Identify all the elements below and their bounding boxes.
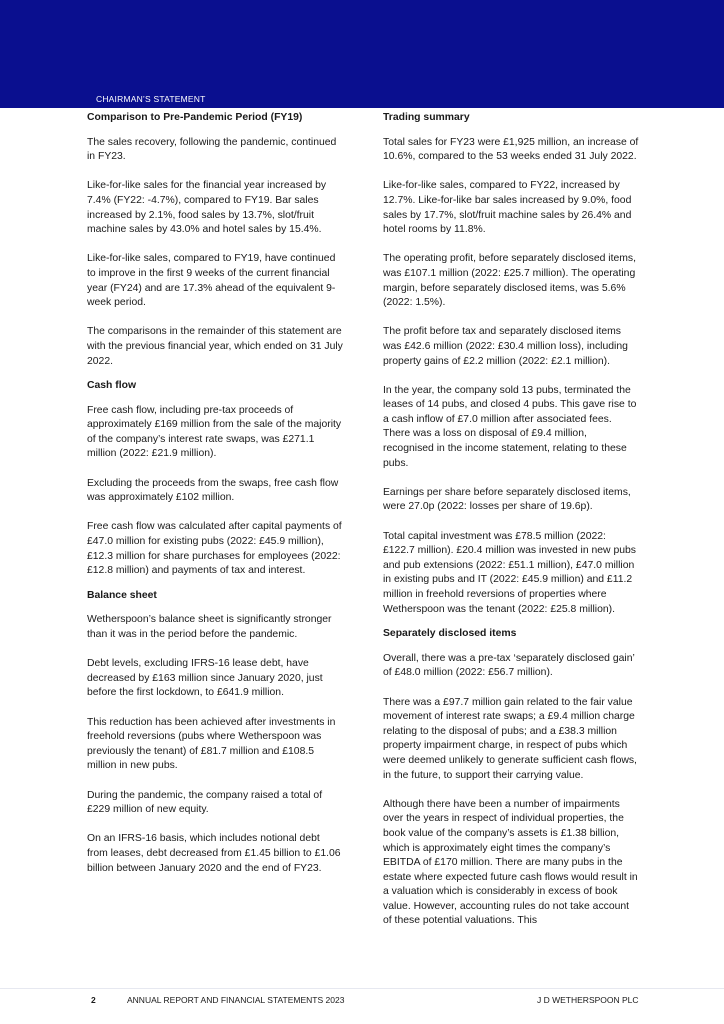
paragraph: Free cash flow was calculated after capital payments of £47.0 million for existing pubs (2022: £45.9 million), £12.3 million for share purchases for employees (2022: £12.8 million) and payments of tax and interest. bbox=[87, 521, 342, 577]
paragraph: Wetherspoon’s balance sheet is significantly stronger than it was in the period before the pandemic. bbox=[87, 614, 332, 640]
paragraph: During the pandemic, the company raised a total of £229 million of new equity. bbox=[87, 789, 323, 816]
paragraph: Although there have been a number of impairments over the years in respect of individual properties, the book value of the company’s assets is £1.38 billion, which is approximately eight times the company’s EBITDA of £170 million. There are many pubs in the estate where expected future cash flows would result in a valuation which is considerably in excess of book value. However, accounting rules do not take account of these potential valuations. This bbox=[383, 798, 638, 927]
paragraph: The operating profit, before separately disclosed items, was £107.1 million (2022: £25.7 million). The operating margin, before separately disclosed items, was 5.6% (2022: 1.5%). bbox=[383, 253, 636, 309]
heading-balance-sheet: Balance sheet bbox=[87, 589, 157, 601]
footer-divider bbox=[0, 988, 724, 989]
section-label: CHAIRMAN’S STATEMENT bbox=[96, 94, 206, 104]
page-number: 2 bbox=[91, 995, 96, 1005]
left-column bbox=[87, 111, 343, 891]
heading-pre-pandemic: Comparison to Pre-Pandemic Period (FY19) bbox=[87, 112, 303, 123]
header-band bbox=[0, 0, 724, 108]
paragraph: Total sales for FY23 were £1,925 million, an increase of 10.6%, compared to the 53 weeks ended 31 July 2022. bbox=[383, 136, 639, 163]
right-column bbox=[383, 111, 639, 944]
paragraph: Excluding the proceeds from the swaps, free cash flow was approximately £102 million. bbox=[87, 477, 339, 504]
paragraph: Overall, there was a pre-tax ‘separately disclosed gain’ of £48.0 million (2022: £56.7 million). bbox=[383, 652, 635, 679]
paragraph: On an IFRS-16 basis, which includes notional debt from leases, debt decreased from £1.45 billion to £1.06 billion between January 2020 and the end of FY23. bbox=[87, 833, 341, 874]
heading-trading-summary: Trading summary bbox=[383, 112, 470, 123]
paragraph: Free cash flow, including pre-tax proceeds of approximately £169 million from the sale of the majority of the company’s interest rate swaps, was £271.1 million (2022: £21.9 million). bbox=[87, 404, 342, 460]
paragraph: There was a £97.7 million gain related to the fair value movement of interest rate swaps; a £9.4 million charge relating to the disposal of pubs; and a £38.3 million property impairment charge, in respect of pubs which were deemed unlikely to generate sufficient cash flows, in the future, to support their carrying value. bbox=[383, 696, 637, 781]
paragraph: The sales recovery, following the pandemic, continued in FY23. bbox=[87, 136, 337, 163]
company-name: J D WETHERSPOON PLC bbox=[537, 995, 639, 1005]
paragraph: The profit before tax and separately disclosed items was £42.6 million (2022: £30.4 million loss), including property gains of £2.2 million (2022: £2.1 million). bbox=[383, 326, 628, 367]
paragraph: Like-for-like sales, compared to FY22, increased by 12.7%. Like-for-like bar sales increased by 9.0%, food sales by 17.7%, slot/fruit machine sales by 26.4% and hotel rooms by 11.8%. bbox=[383, 180, 632, 236]
paragraph: Like-for-like sales, compared to FY19, have continued to improve in the first 9 weeks of the current financial year (FY24) and are 17.3% ahead of the equivalent 9-week period. bbox=[87, 253, 336, 309]
paragraph: In the year, the company sold 13 pubs, terminated the leases of 14 pubs, and closed 4 pubs. This gave rise to a cash inflow of £7.0 million after associated fees. There was a loss on disposal of £9.4 million, recognised in the income statement, relating to these pubs. bbox=[383, 384, 637, 469]
paragraph: Earnings per share before separately disclosed items, were 27.0p (2022: losses per share of 19.6p). bbox=[383, 486, 631, 513]
paragraph: Like-for-like sales for the financial year increased by 7.4% (FY22: -4.7%), compared to FY19. Bar sales increased by 2.1%, food sales by 13.7%, slot/fruit machine sales by 43.0% and hotel sales by 15.4%. bbox=[87, 180, 327, 236]
paragraph: Debt levels, excluding IFRS-16 lease debt, have decreased by £163 million since January 2020, just before the first lockdown, to £641.9 million. bbox=[87, 658, 323, 699]
heading-separately-disclosed: Separately disclosed items bbox=[383, 628, 517, 640]
paragraph: This reduction has been achieved after investments in freehold reversions (pubs where Wetherspoon was previously the tenant) of £81.7 million and £108.5 million in new pubs. bbox=[87, 716, 336, 772]
report-title: ANNUAL REPORT AND FINANCIAL STATEMENTS 2023 bbox=[127, 995, 345, 1005]
heading-cash-flow: Cash flow bbox=[87, 380, 137, 392]
paragraph: The comparisons in the remainder of this statement are with the previous financial year, which ended on 31 July 2022. bbox=[87, 326, 343, 367]
paragraph: Total capital investment was £78.5 million (2022: £122.7 million). £20.4 million was invested in new pubs and pub extensions (2022: £51.1 million), £47.0 million in existing pubs and IT (2022: £45.9 million) and £11.2 million in freehold reversions of properties where Wetherspoon was the tenant (2022: £25.8 million). bbox=[383, 530, 636, 615]
